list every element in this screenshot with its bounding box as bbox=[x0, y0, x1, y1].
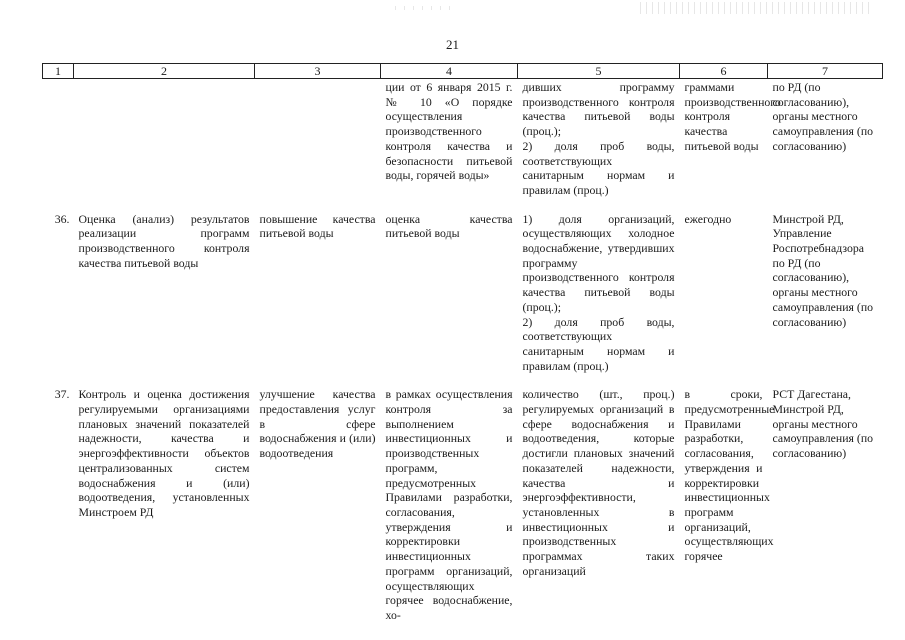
table-row-37 bbox=[43, 387, 883, 622]
scan-artifact bbox=[640, 2, 870, 14]
cell-responsible: РСТ Дагестана, Минстрой РД, органы местного самоуправления (по согласованию) bbox=[772, 387, 874, 461]
cell-number bbox=[43, 79, 74, 198]
column-header: 1 bbox=[43, 64, 74, 79]
cell-number: 37. bbox=[54, 387, 70, 402]
table-row-36 bbox=[43, 212, 883, 374]
cell-goal: повышение качества питьевой воды bbox=[259, 211, 376, 241]
row-spacer bbox=[43, 198, 883, 212]
cell-indicator: дивших программу производственного контроля качества питьевой воды (проц.); 2) доля проб воды, соответствующих санитарным нормам и правилам (проц.) bbox=[522, 80, 675, 197]
cell-measure: Оценка (анализ) результатов реализации программ производственного контроля качества питьевой воды bbox=[78, 211, 250, 270]
table-row-continuation bbox=[43, 79, 883, 198]
cell-responsible: по РД (по согласованию), органы местного самоуправления (по согласованию) bbox=[772, 80, 874, 153]
column-number-row bbox=[43, 64, 883, 79]
column-header: 3 bbox=[255, 64, 381, 79]
column-header: 2 bbox=[74, 64, 255, 79]
cell-timing: граммами производственного контроля качества питьевой воды bbox=[684, 80, 781, 153]
cell-indicator: количество (шт., проц.) регулируемых организаций в сфере водоснабжения и водоотведения, которые достигли плановых значений показателей надежности, качества и энергоэффективности, установленных в инвестиционных и производственных программах таких организаций bbox=[522, 387, 675, 578]
column-header: 6 bbox=[680, 64, 768, 79]
program-table bbox=[42, 63, 883, 623]
cell-mechanism: оценка качества питьевой воды bbox=[385, 211, 513, 241]
cell-mechanism: в рамках осуществления контроля за выполнением инвестиционных и производственных программ, предусмотренных Правилами разработки, согласования, утверждения и корректировки инвестиционных программ организаций, осуществляющих горячее водоснабжение, хо- bbox=[385, 387, 513, 622]
cell-mechanism: ции от 6 января 2015 г. № 10 «О порядке осуществления производственного контроля качества и безопасности питьевой воды, горячей воды» bbox=[385, 80, 513, 183]
page-number: 21 bbox=[446, 37, 459, 52]
cell-measure: Контроль и оценка достижения регулируемыми организациями плановых значений показателей надежности, качества и энергоэффективности объектов централизованных систем водоснабжения и (или) водоотведения, установленных Минстроем РД bbox=[78, 387, 250, 519]
cell-goal: улучшение качества предоставления услуг в сфере водоснабжения и (или) водоотведения bbox=[259, 387, 376, 461]
cell-responsible: Минстрой РД, Управление Роспотребнадзора по РД (по согласованию), органы местного самоуправления (по согласованию) bbox=[772, 211, 874, 329]
cell-timing: ежегодно bbox=[684, 211, 732, 226]
scan-artifact bbox=[395, 6, 455, 10]
row-spacer bbox=[43, 373, 883, 387]
column-header: 4 bbox=[381, 64, 518, 79]
column-header: 5 bbox=[518, 64, 680, 79]
column-header: 7 bbox=[768, 64, 883, 79]
cell-goal bbox=[255, 79, 381, 198]
cell-measure bbox=[74, 79, 255, 198]
cell-timing: в сроки, предусмотренные Правилами разработки, согласования, утверждения и корректировки инвестиционных программ организаций, осуществляющих горячее bbox=[684, 387, 775, 564]
cell-indicator: 1) доля организаций, осуществляющих холодное водоснабжение, утвердивших программу производственного контроля качества питьевой воды (проц.); 2) доля проб воды, соответствующих санитарным нормам и правилам (проц.) bbox=[522, 211, 675, 373]
cell-number: 36. bbox=[54, 211, 70, 226]
